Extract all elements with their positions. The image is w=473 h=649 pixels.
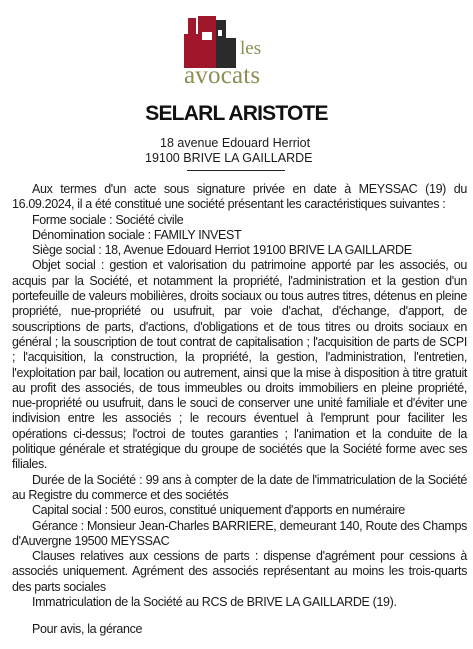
paragraph-spacer [12,610,467,622]
firm-name: SELARL ARISTOTE [145,102,328,125]
notice-immatriculation: Immatriculation de la Société au RCS de BRIVE LA GAILLARDE (19). [32,595,397,610]
notice-gerance: Gérance : Monsieur Jean-Charles BARRIERE, demeurant 140, Route des Champs d'Auvergne 19500 MEYSSAC [12,518,467,548]
notice-forme: Forme sociale : Société civile [32,212,184,227]
notice-objet: Objet social : gestion et valorisation du patrimoine apporté par les associés, ou acquis par la Société, et notamment la propriété, l'administration et la gestion d'un portefeuille de valeurs mobilières, droits sociaux ou tous autres titres, détenus en pleine propriété, nue-propriété ou usufruit, par voie d'achat, d'échange, d'apport, de souscriptions de parts, d'actions, d'obligations et de tous titres ou droits sociaux en général ; la souscription de tout contrat de capitalisation ; l'acquisition de parts de SCPI ; l'acquisition, la construction, la propriété, la gestion, l'administration, l'entretien, l'exploitation par bail, location ou autrement, ainsi que la mise à disposition à titre gratuit au profit des associés, de tous immeubles ou droits immobiliers en pleine propriété, nue-propriété ou usufruit, dans le souci de conserver une unité familiale et d'éviter une indivision entre les associés ; le recours éventuel à l'emprunt pour faciliter les opérations ci-dessus; l'octroi de toutes garanties ; l'animation et la conduite de la politique générale et stratégique du groupe de sociétés que la Société forme avec ses filiales. [12,258,467,472]
logo-word-avocats: avocats [184,62,261,89]
notice-siege: Siège social : 18, Avenue Edouard Herriot 19100 BRIVE LA GAILLARDE [32,243,412,258]
firm-address-line2: 19100 BRIVE LA GAILLARDE [145,151,313,165]
notice-capital: Capital social : 500 euros, constitué uniquement d'apports en numéraire [32,503,405,518]
notice-signature: Pour avis, la gérance [32,622,143,637]
legal-notice [12,182,467,638]
notice-clauses: Clauses relatives aux cessions de parts : dispense d'agrément pour cessions à associés uniquement. Agrément des associés représentant au moins les trois-quarts des parts sociales [12,549,467,594]
notice-denomination: Dénomination sociale : FAMILY INVEST [32,227,242,242]
firm-address-line1: 18 avenue Edouard Herriot [160,136,311,150]
notice-intro: Aux termes d'un acte sous signature privée en date à MEYSSAC (19) du 16.09.2024, il a été constitué une société présentant les caractéristiques suivantes : [12,182,467,212]
notice-duree: Durée de la Société : 99 ans à compter de la date de l'immatriculation de la Société au Registre du commerce et des sociétés [12,472,467,502]
logo-word-les: les [240,38,262,59]
header-divider [187,170,285,171]
